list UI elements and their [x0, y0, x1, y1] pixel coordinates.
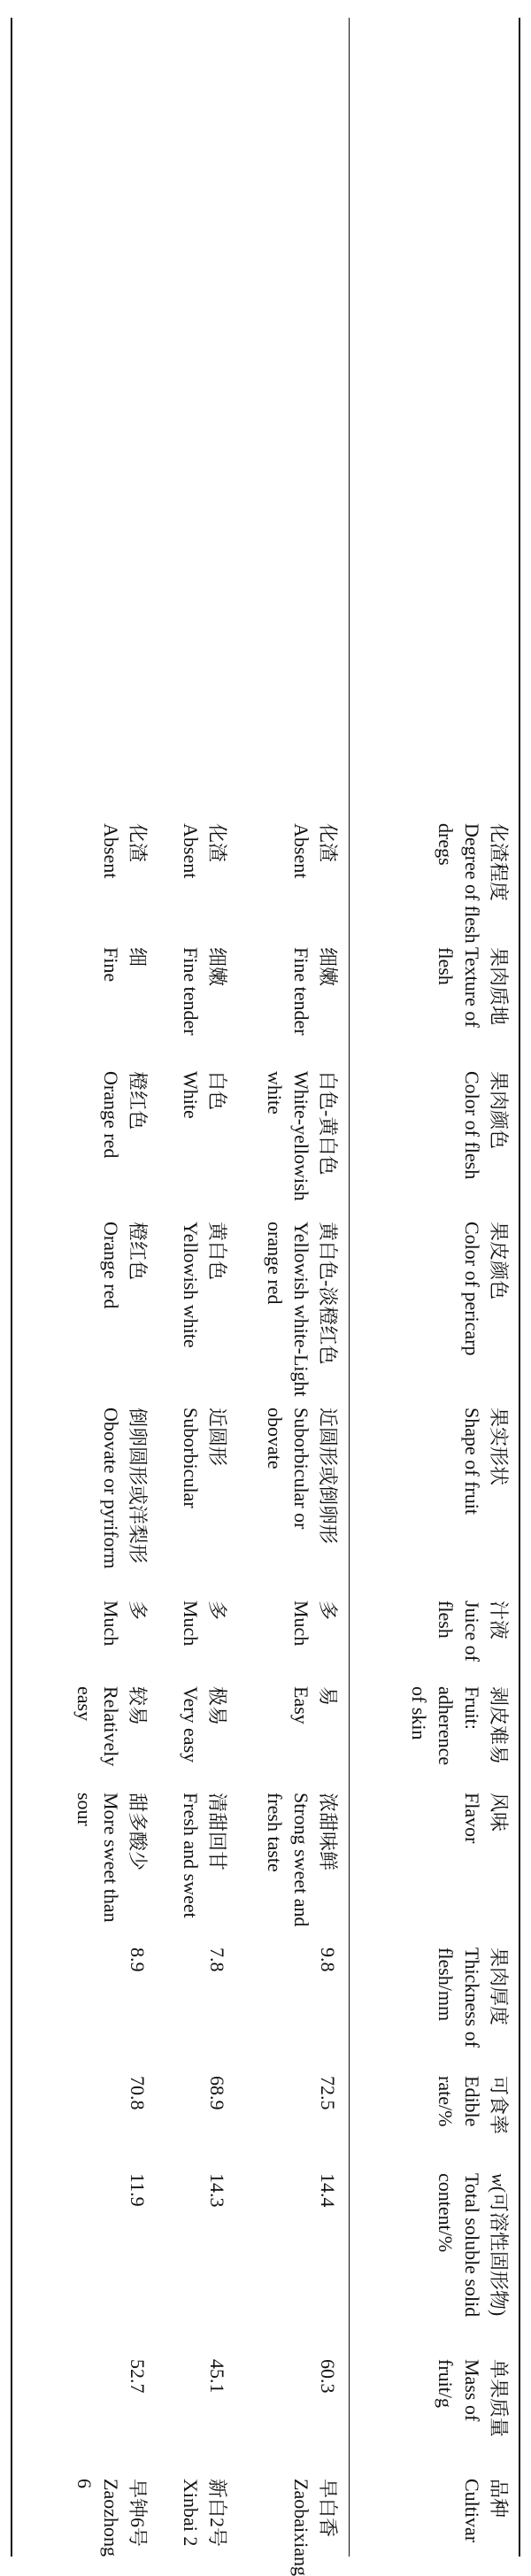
header-thickness	[432, 1947, 512, 2067]
row1-skin-zh: 易	[317, 1686, 339, 1707]
header-texture-en: Texture of flesh	[435, 947, 483, 1028]
header-thickness-en: Thickness of flesh/mm	[435, 1947, 483, 2048]
header-flavor-en: Flavor	[461, 1793, 483, 1844]
row3-tss: 11.9	[127, 2173, 149, 2207]
header-flavor-zh: 风味	[488, 1793, 510, 1832]
header-edible-en: Edible rate/%	[435, 2076, 483, 2127]
header-dregs	[432, 823, 512, 947]
row2-texture-zh: 细嫩	[206, 947, 228, 987]
row1-flesh-color-en: White-yellowish white	[264, 1071, 312, 1201]
header-tss-en: Total soluble solid content/%	[435, 2173, 483, 2318]
header-tss-zh: w(可溶性固形物)	[488, 2173, 510, 2317]
row3-flavor-zh: 甜多酸少	[127, 1793, 149, 1871]
row2-pericarp-zh: 黄白色	[206, 1222, 228, 1281]
header-dregs-zh: 化渣程度	[488, 823, 510, 902]
header-flesh-color-en: Color of flesh	[461, 1071, 483, 1180]
row1-cultivar-en: Zaobaixiang	[290, 2479, 312, 2576]
row3-edible: 70.8	[127, 2076, 149, 2110]
row3-texture-zh: 细	[127, 947, 149, 968]
row1-flavor	[261, 1793, 341, 1943]
row3-cultivar-zh: 早钟6号	[127, 2479, 149, 2548]
row3-dregs-en: Absent	[100, 823, 122, 879]
row1-shape-zh: 近圆形或倒卵形	[317, 1408, 339, 1545]
header-cultivar	[458, 2479, 512, 2554]
row3-flesh-color-zh: 橙红色	[127, 1071, 149, 1130]
row2-shape	[177, 1408, 230, 1593]
header-juice-en: Juice of flesh	[435, 1600, 483, 1662]
row1-skin-en: Easy	[290, 1686, 312, 1724]
row1-dregs-en: Absent	[290, 823, 312, 879]
header-skin-en: Fruit: adherence of skin	[408, 1686, 483, 1766]
row2-shape-zh: 近圆形	[206, 1408, 228, 1467]
row3-dregs-zh: 化渣	[127, 823, 149, 863]
row2-skin-zh: 极易	[206, 1686, 228, 1726]
row1-texture	[288, 947, 341, 1067]
row1-shape	[261, 1408, 341, 1593]
row2-dregs-zh: 化渣	[206, 823, 228, 863]
row3-texture-en: Fine	[100, 947, 122, 983]
row3-cultivar	[71, 2479, 150, 2557]
row1-texture-en: Fine tender	[290, 947, 312, 1036]
row1-flavor-zh: 浓甜味鲜	[317, 1793, 339, 1871]
row2-flavor-zh: 清甜回甘	[206, 1793, 228, 1871]
row1-juice-zh: 多	[317, 1600, 339, 1621]
row3-texture	[97, 947, 150, 1067]
row1-mass: 60.3	[317, 2359, 339, 2394]
row3-shape	[97, 1408, 150, 1593]
row3-pericarp	[97, 1222, 150, 1403]
header-pericarp	[458, 1222, 512, 1403]
row3-skin	[71, 1686, 150, 1784]
row3-flesh-color	[97, 1071, 150, 1222]
row1-tss: 14.4	[317, 2173, 339, 2208]
row1-juice-en: Much	[290, 1600, 312, 1647]
row2-skin	[177, 1686, 230, 1784]
row2-texture	[177, 947, 230, 1067]
header-tss	[432, 2173, 512, 2346]
row1-flesh-color	[261, 1071, 341, 1222]
row2-juice	[177, 1600, 230, 1680]
row1-edible: 72.5	[317, 2076, 339, 2110]
row2-texture-en: Fine tender	[180, 947, 202, 1036]
row1-flavor-en: Strong sweet and fresh taste	[264, 1793, 312, 1927]
row1-flesh-color-zh: 白色-黄白色	[317, 1071, 339, 1176]
row1-pericarp-zh: 黄白色-淡橙红色	[317, 1222, 339, 1365]
row1-skin	[288, 1686, 341, 1784]
row1-texture-zh: 细嫩	[317, 947, 339, 987]
row2-edible: 68.9	[206, 2076, 228, 2110]
header-cultivar-zh: 品种	[488, 2479, 510, 2518]
row3-skin-zh: 较易	[127, 1686, 149, 1726]
header-skin	[405, 1686, 512, 1784]
row3-shape-en: Obovate or pyriform	[100, 1408, 122, 1570]
header-shape	[458, 1408, 512, 1593]
row3-dregs	[97, 823, 150, 947]
header-thickness-zh: 果肉厚度	[488, 1947, 510, 2026]
row2-cultivar-en: Xinbai 2	[180, 2479, 202, 2547]
row1-cultivar	[288, 2479, 341, 2576]
row2-dregs-en: Absent	[180, 823, 202, 879]
header-cultivar-en: Cultivar	[461, 2479, 483, 2543]
header-texture	[432, 947, 512, 1067]
top-rule	[519, 18, 520, 2557]
bottom-rule	[11, 18, 12, 2557]
header-flesh-color	[458, 1071, 512, 1222]
row3-mass: 52.7	[127, 2359, 149, 2394]
header-skin-zh: 剥皮难易	[488, 1686, 510, 1765]
row2-juice-en: Much	[180, 1600, 202, 1647]
row2-cultivar	[177, 2479, 230, 2554]
row3-skin-en: Relatively easy	[73, 1686, 122, 1767]
header-edible	[432, 2076, 512, 2164]
header-pericarp-zh: 果皮颜色	[488, 1222, 510, 1300]
row2-juice-zh: 多	[206, 1600, 228, 1621]
header-shape-zh: 果实形状	[488, 1408, 510, 1486]
header-flavor	[458, 1793, 512, 1934]
row2-skin-en: Very easy	[180, 1686, 202, 1763]
row1-juice	[288, 1600, 341, 1680]
row1-pericarp-en: Yellowish white-Light orange red	[264, 1222, 312, 1397]
row3-flavor	[71, 1793, 150, 1943]
header-juice	[432, 1600, 512, 1680]
header-texture-zh: 果肉质地	[488, 947, 510, 1026]
row2-tss: 14.3	[206, 2173, 228, 2208]
header-mass	[432, 2359, 512, 2465]
row1-dregs-zh: 化渣	[317, 823, 339, 863]
row3-shape-zh: 倒卵圆形或洋梨形	[127, 1408, 149, 1564]
row2-pericarp	[177, 1222, 230, 1403]
row2-flesh-color-en: White	[180, 1071, 202, 1119]
row3-pericarp-en: Orange red	[100, 1222, 122, 1309]
header-rule	[349, 18, 350, 2557]
header-dregs-en: Degree of flesh dregs	[435, 823, 483, 944]
row3-flavor-en: More sweet than sour	[73, 1793, 122, 1923]
row2-flesh-color-zh: 白色	[206, 1071, 228, 1111]
row2-pericarp-en: Yellowish white	[180, 1222, 202, 1348]
row2-shape-en: Suborbicular	[180, 1408, 202, 1508]
row3-cultivar-en: Zaozhong 6	[73, 2479, 122, 2557]
row3-pericarp-zh: 橙红色	[127, 1222, 149, 1281]
row1-pericarp	[261, 1222, 341, 1403]
header-flesh-color-zh: 果肉颜色	[488, 1071, 510, 1150]
row2-thickness: 7.8	[206, 1947, 228, 1972]
row2-flavor	[177, 1793, 230, 1943]
row2-flesh-color	[177, 1071, 230, 1222]
row1-shape-en: Suborbicular or obovate	[264, 1408, 312, 1530]
row2-dregs	[177, 823, 230, 947]
row3-flesh-color-en: Orange red	[100, 1071, 122, 1159]
header-mass-en: Mass of fruit/g	[435, 2359, 483, 2422]
row3-juice-zh: 多	[127, 1600, 149, 1621]
header-pericarp-en: Color of pericarp	[461, 1222, 483, 1356]
row3-juice-en: Much	[100, 1600, 122, 1647]
row3-juice	[97, 1600, 150, 1680]
row1-dregs	[288, 823, 341, 947]
header-mass-zh: 单果质量	[488, 2359, 510, 2438]
row1-cultivar-zh: 早白香	[317, 2479, 339, 2538]
header-shape-en: Shape of fruit	[461, 1408, 483, 1515]
header-juice-zh: 汁液	[488, 1600, 510, 1640]
row3-thickness: 8.9	[127, 1947, 149, 1972]
row2-cultivar-zh: 新白2号	[206, 2479, 228, 2548]
header-edible-zh: 可食率	[488, 2076, 510, 2135]
row2-mass: 45.1	[206, 2359, 228, 2394]
row2-flavor-en: Fresh and sweet	[180, 1793, 202, 1918]
row1-thickness: 9.8	[317, 1947, 339, 1972]
